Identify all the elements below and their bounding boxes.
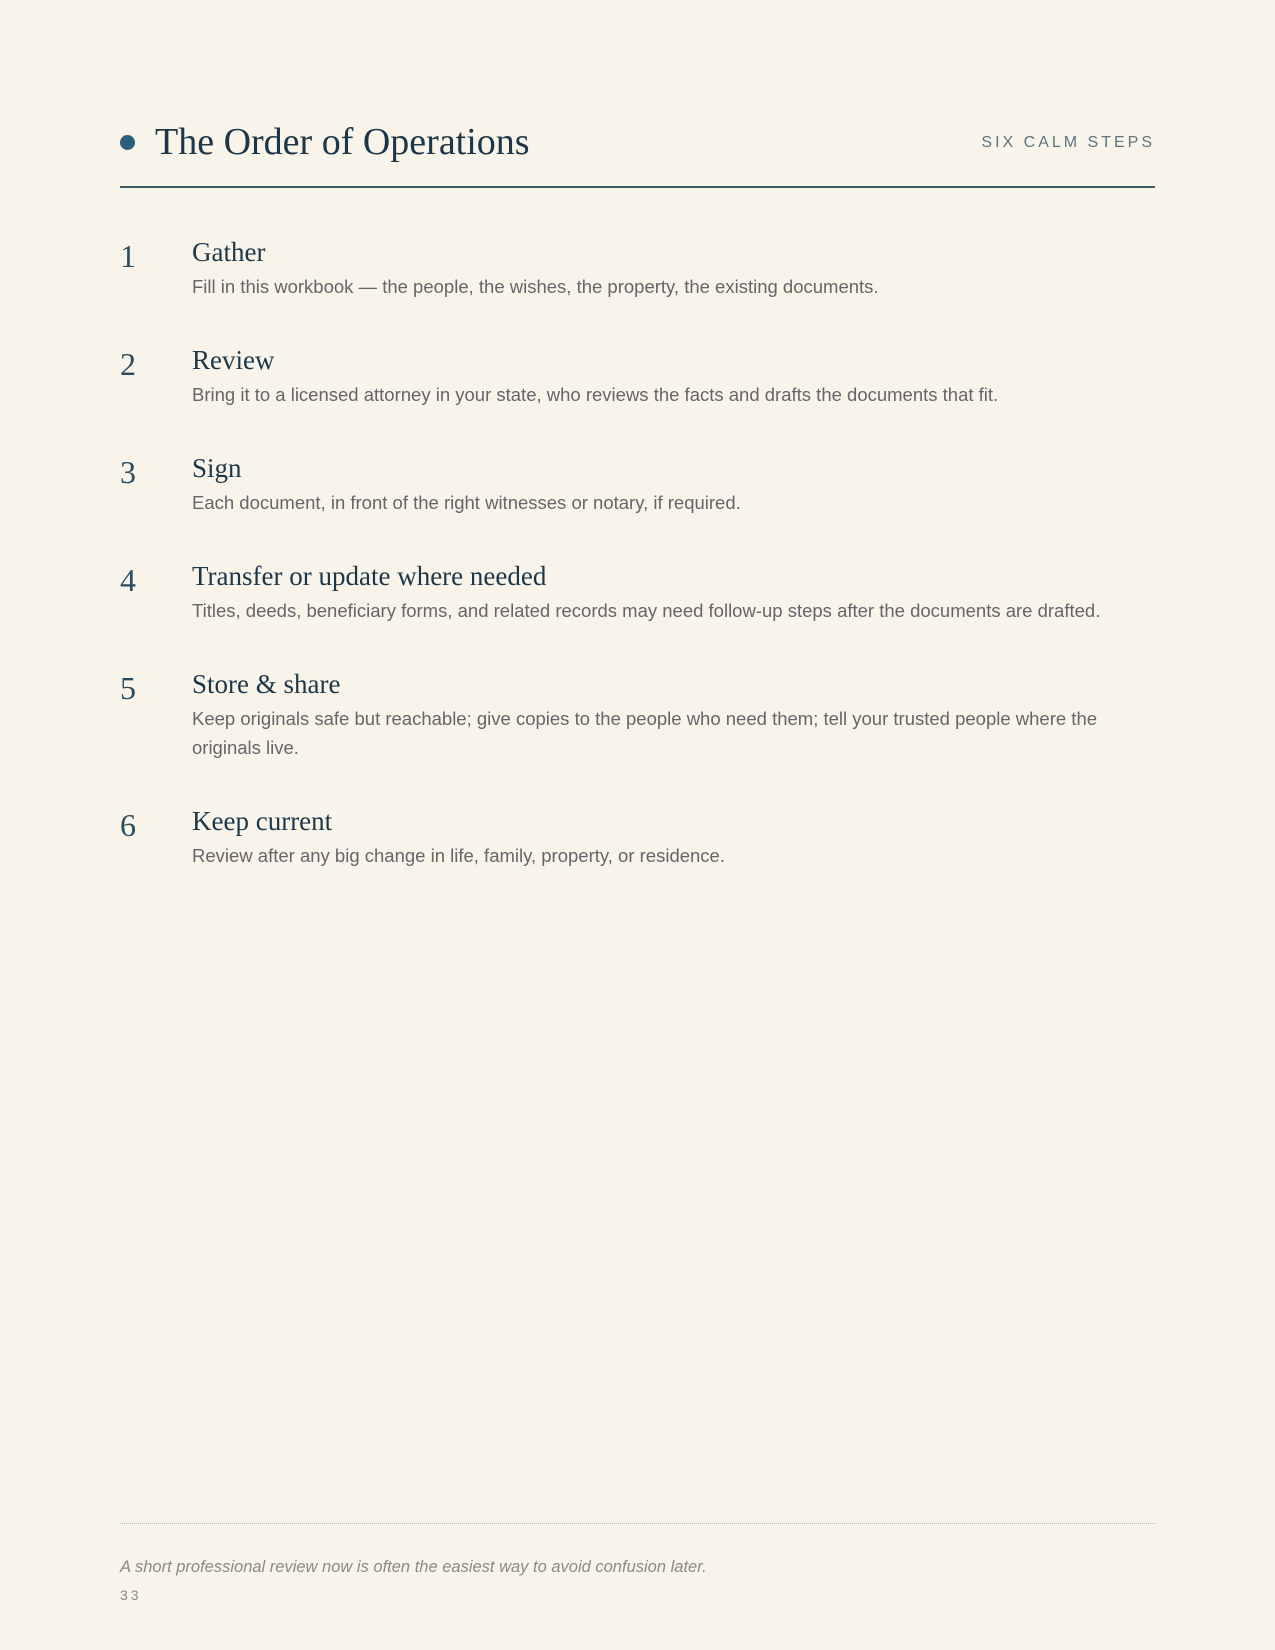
step-body [192, 340, 1155, 409]
step-body [192, 801, 1155, 870]
step-description: Keep originals safe but reachable; give copies to the people who need them; tell your trusted people where the originals live. [192, 708, 1098, 758]
step-title: Store & share [192, 669, 341, 699]
step-item [120, 801, 1155, 870]
step-item [120, 232, 1155, 301]
step-description: Each document, in front of the right witnesses or notary, if required. [192, 492, 741, 513]
step-body [192, 664, 1155, 762]
step-title: Keep current [192, 806, 333, 836]
steps-list [120, 232, 1155, 909]
step-description: Bring it to a licensed attorney in your state, who reviews the facts and drafts the documents that fit. [192, 384, 999, 405]
step-title: Gather [192, 237, 266, 267]
page-number: 33 [120, 1587, 142, 1603]
step-body [192, 232, 1155, 301]
step-number: 3 [120, 454, 136, 490]
page-title: The Order of Operations [155, 121, 530, 163]
step-item [120, 340, 1155, 409]
step-item [120, 448, 1155, 517]
step-item [120, 556, 1155, 625]
step-title: Review [192, 345, 275, 375]
step-description: Fill in this workbook — the people, the wishes, the property, the existing documents. [192, 276, 879, 297]
step-item [120, 664, 1155, 762]
step-description: Titles, deeds, beneficiary forms, and related records may need follow-up steps after the documents are drafted. [192, 600, 1101, 621]
step-number: 2 [120, 346, 136, 382]
step-title: Sign [192, 453, 242, 483]
step-body [192, 448, 1155, 517]
page-header [120, 108, 1155, 188]
step-description: Review after any big change in life, family, property, or residence. [192, 845, 725, 866]
page-subtitle: SIX CALM STEPS [981, 134, 1155, 151]
footer-divider [120, 1523, 1155, 1524]
step-body [192, 556, 1155, 625]
step-number: 1 [120, 238, 136, 274]
title-bullet-icon [120, 135, 135, 150]
step-number: 5 [120, 670, 136, 706]
step-title: Transfer or update where needed [192, 561, 547, 591]
footer-note: A short professional review now is often the easiest way to avoid confusion later. [120, 1557, 707, 1576]
step-number: 6 [120, 807, 136, 843]
step-number: 4 [120, 562, 136, 598]
